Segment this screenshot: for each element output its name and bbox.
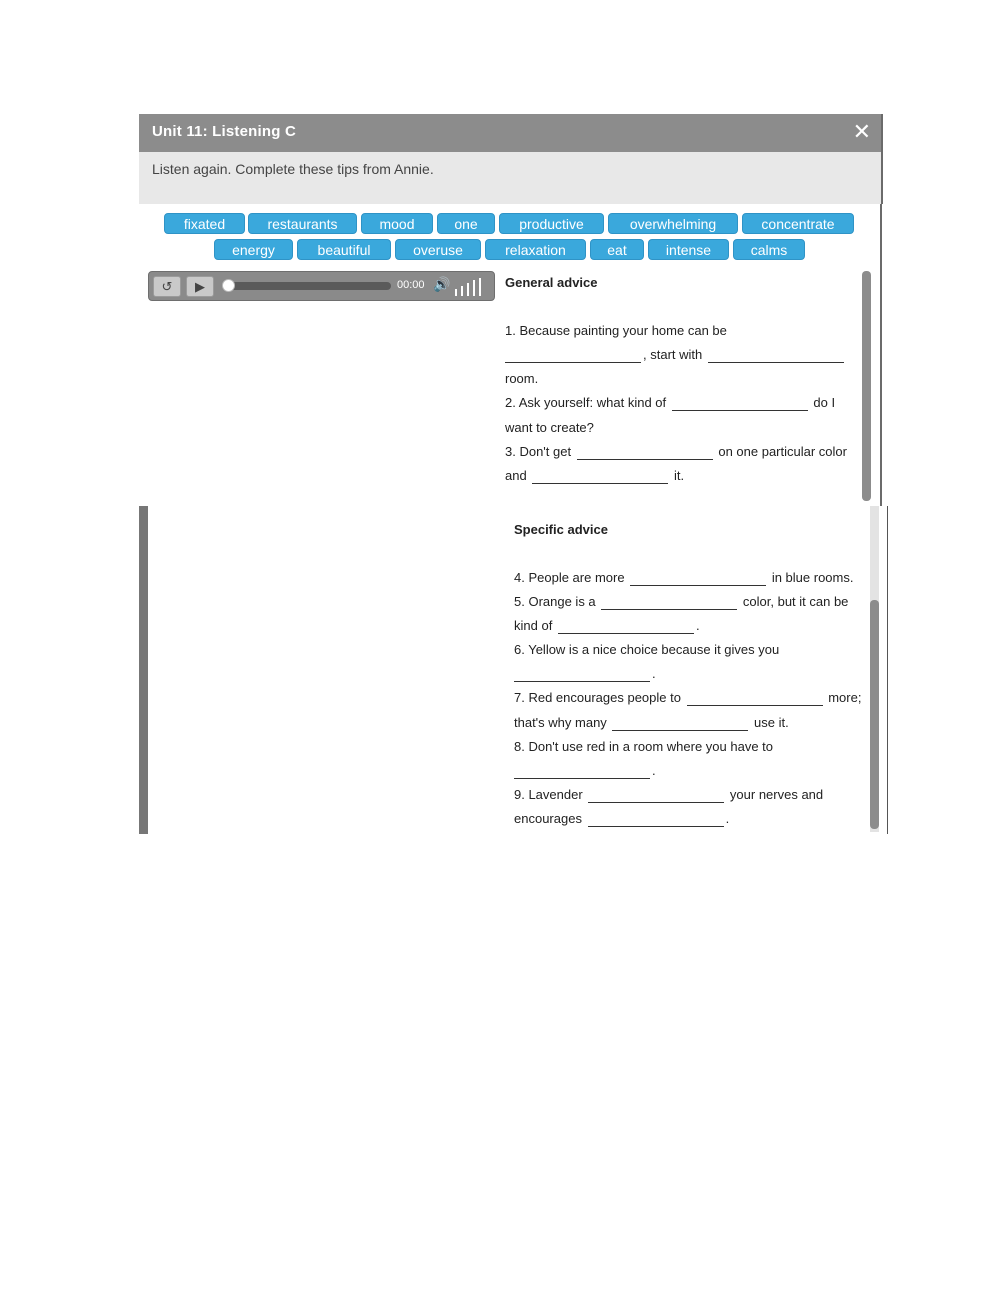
answer-blank[interactable] bbox=[588, 788, 724, 803]
question-text: in blue rooms. bbox=[771, 570, 854, 585]
question-text: . bbox=[652, 763, 656, 778]
window-border bbox=[880, 204, 882, 506]
scrollbar-thumb[interactable] bbox=[862, 271, 871, 501]
question-text: 2. Ask yourself: what kind of bbox=[505, 395, 667, 410]
question-line bbox=[505, 347, 846, 363]
replay-button[interactable] bbox=[153, 276, 181, 297]
panel-left-border bbox=[139, 506, 148, 834]
word-chip[interactable]: eat bbox=[590, 239, 644, 260]
question-text: kind of bbox=[514, 618, 553, 633]
instructions-bar bbox=[139, 152, 883, 204]
question-text: 5. Orange is a bbox=[514, 594, 596, 609]
time-readout: 00:00 bbox=[397, 279, 425, 291]
question-text: on one particular color bbox=[718, 444, 847, 459]
question-text: use it. bbox=[754, 715, 789, 730]
play-button[interactable] bbox=[186, 276, 214, 297]
section-heading: General advice bbox=[505, 275, 598, 290]
answer-blank[interactable] bbox=[612, 716, 748, 731]
answer-blank[interactable] bbox=[514, 764, 650, 779]
question-line bbox=[505, 420, 594, 435]
answer-blank[interactable] bbox=[601, 595, 737, 610]
answer-blank[interactable] bbox=[630, 571, 766, 586]
word-chip[interactable]: beautiful bbox=[297, 239, 391, 260]
question-line bbox=[514, 715, 789, 731]
word-chip[interactable]: concentrate bbox=[742, 213, 854, 234]
question-text: 8. Don't use red in a room where you have to bbox=[514, 739, 774, 754]
question-line bbox=[514, 666, 656, 682]
answer-blank[interactable] bbox=[672, 396, 808, 411]
question-line bbox=[505, 468, 684, 484]
question-text: . bbox=[695, 618, 700, 633]
question-text: your nerves and bbox=[729, 787, 824, 802]
question-line bbox=[514, 787, 823, 803]
word-chip[interactable]: overuse bbox=[395, 239, 481, 260]
question-line bbox=[505, 395, 835, 411]
question-text: room. bbox=[505, 371, 539, 386]
question-text: . bbox=[725, 811, 730, 826]
answer-blank[interactable] bbox=[514, 667, 650, 682]
word-chip[interactable]: restaurants bbox=[248, 213, 357, 234]
question-text: , start with bbox=[643, 347, 703, 362]
question-text: 1. Because painting your home can be bbox=[505, 323, 727, 338]
instructions-text: Listen again. Complete these tips from Annie. bbox=[152, 161, 434, 177]
question-text: that's why many bbox=[514, 715, 607, 730]
answer-blank[interactable] bbox=[532, 469, 668, 484]
question-text: do I bbox=[813, 395, 836, 410]
question-line bbox=[505, 444, 847, 460]
progress-track[interactable] bbox=[227, 282, 391, 290]
question-text: 4. People are more bbox=[514, 570, 625, 585]
audio-player bbox=[148, 271, 495, 301]
answer-blank[interactable] bbox=[558, 619, 694, 634]
close-icon[interactable]: ✕ bbox=[852, 119, 871, 144]
word-chip[interactable]: mood bbox=[361, 213, 433, 234]
section-heading: Specific advice bbox=[514, 522, 608, 537]
answer-blank[interactable] bbox=[708, 348, 844, 363]
question-line bbox=[514, 690, 861, 706]
word-chip[interactable]: calms bbox=[733, 239, 805, 260]
question-line bbox=[514, 618, 700, 634]
word-chip[interactable]: fixated bbox=[164, 213, 245, 234]
volume-icon[interactable]: 🔊 bbox=[433, 276, 451, 292]
replay-icon: ↺ bbox=[161, 279, 173, 294]
word-chip[interactable]: energy bbox=[214, 239, 293, 260]
question-line bbox=[514, 763, 656, 779]
window-title: Unit 11: Listening C bbox=[152, 123, 297, 140]
question-text: 3. Don't get bbox=[505, 444, 572, 459]
question-line bbox=[505, 323, 727, 338]
answer-blank[interactable] bbox=[505, 348, 641, 363]
question-line bbox=[514, 570, 853, 586]
question-text: 9. Lavender bbox=[514, 787, 583, 802]
word-chip[interactable]: overwhelming bbox=[608, 213, 738, 234]
question-text: . bbox=[652, 666, 656, 681]
question-text: want to create? bbox=[505, 420, 594, 435]
play-icon: ▶ bbox=[195, 279, 205, 294]
question-text: it. bbox=[673, 468, 685, 483]
question-line bbox=[505, 371, 538, 386]
question-text: and bbox=[505, 468, 527, 483]
title-bar bbox=[139, 114, 883, 152]
question-text: encourages bbox=[514, 811, 582, 826]
question-line bbox=[514, 642, 779, 657]
volume-level-bars[interactable] bbox=[455, 278, 487, 296]
question-line bbox=[514, 739, 773, 754]
question-line bbox=[514, 594, 848, 610]
question-line bbox=[514, 811, 729, 827]
word-chip[interactable]: intense bbox=[648, 239, 729, 260]
word-chip[interactable]: one bbox=[437, 213, 495, 234]
question-text: more; bbox=[828, 690, 862, 705]
answer-blank[interactable] bbox=[687, 691, 823, 706]
question-text: 6. Yellow is a nice choice because it gives you bbox=[514, 642, 780, 657]
question-text: color, but it can be bbox=[742, 594, 849, 609]
panel-right-border bbox=[887, 506, 888, 834]
scrollbar-thumb[interactable] bbox=[870, 600, 879, 829]
progress-knob[interactable] bbox=[222, 279, 235, 292]
answer-blank[interactable] bbox=[588, 812, 724, 827]
word-chip[interactable]: productive bbox=[499, 213, 604, 234]
word-chip[interactable]: relaxation bbox=[485, 239, 586, 260]
question-text: 7. Red encourages people to bbox=[514, 690, 681, 705]
answer-blank[interactable] bbox=[577, 445, 713, 460]
